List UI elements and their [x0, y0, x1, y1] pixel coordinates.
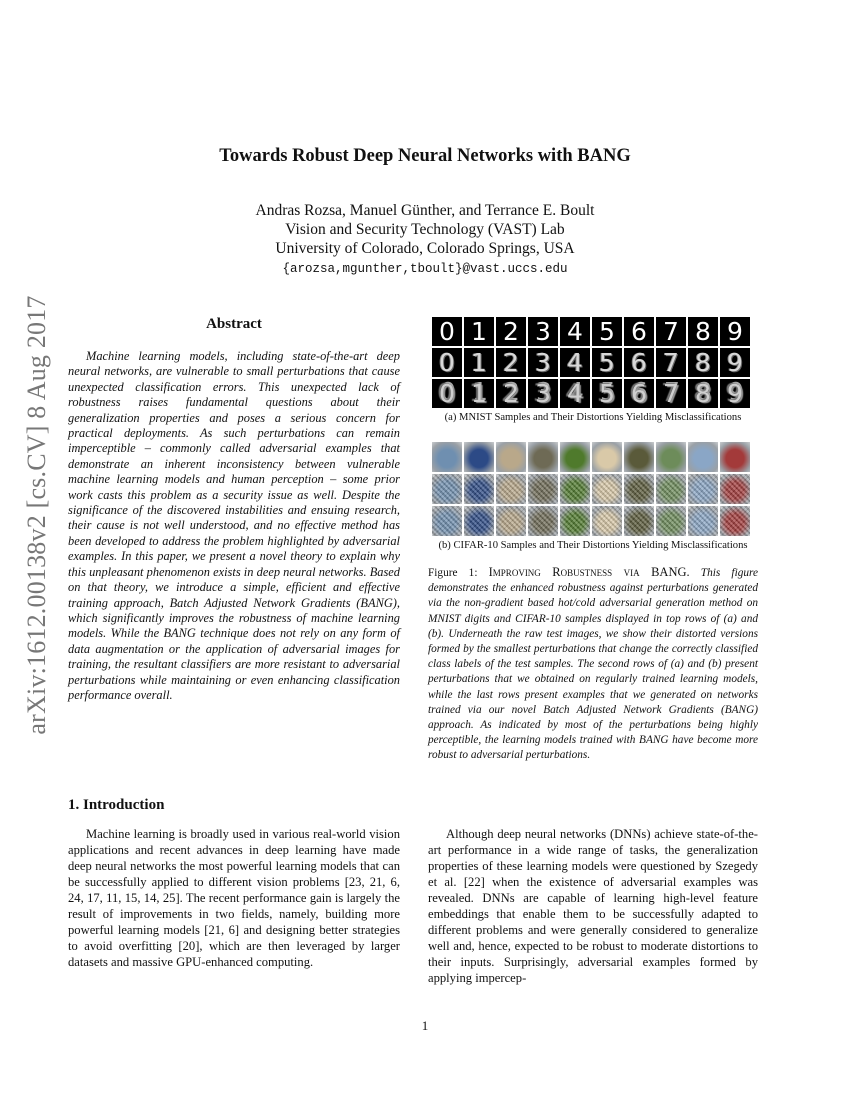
page-number: 1	[421, 1018, 429, 1033]
arxiv-identifier	[12, 290, 62, 740]
abstract-body	[68, 349, 400, 703]
mnist-digit-image: 4	[560, 317, 590, 346]
figure-caption-text: This figure demonstrates the enhanced robustness against perturbations generated via the non-gradient based hot/cold adversarial generation method on MNIST digits and CIFAR-10 samples displayed in top rows of (a) and (b). Underneath the raw test images, we show their distorted versions formed by the smallest perturbations that change the correctly classified class labels of the test samples. The second rows of (a) and (b) present perturbations that we obtained on regularly trained learning models, while the last rows present examples that we generated on networks trained via our novel Batch Adjusted Network Gradients (BANG) approach. As indicated by most of the perturbations being highly perceptible, the learning models trained with BANG have become more robust to adversarial perturbations.	[428, 567, 759, 762]
cifar-sample-image	[720, 474, 750, 504]
intro-right-column	[428, 826, 758, 986]
cifar-sample-image	[528, 442, 558, 472]
intro-left-column	[68, 826, 400, 970]
paper-title: Towards Robust Deep Neural Networks with BANG	[219, 146, 631, 166]
mnist-digit-image: 0	[432, 348, 462, 377]
mnist-digit-image: 8	[688, 317, 718, 346]
mnist-digit-image: 6	[624, 317, 654, 346]
mnist-digit-image: 7	[656, 348, 686, 377]
cifar-sample-image	[432, 506, 462, 536]
cifar-sample-image	[720, 506, 750, 536]
abstract-heading: Abstract	[206, 316, 262, 332]
mnist-digit-image: 1	[464, 317, 494, 346]
mnist-digit-image: 3	[528, 317, 558, 346]
mnist-digit-image: 1	[464, 379, 494, 408]
cifar-image-grid	[432, 442, 754, 536]
subcaption-b: (b) CIFAR-10 Samples and Their Distortions Yielding Misclassifications	[438, 540, 748, 551]
mnist-digit-image: 4	[560, 379, 590, 408]
mnist-digit-image: 8	[688, 379, 718, 408]
mnist-digit-image: 6	[624, 379, 654, 408]
affiliation-university: University of Colorado, Colorado Springs, USA	[275, 240, 575, 257]
abstract-text: Machine learning models, including state-of-the-art deep neural networks, are vulnerable to small perturbations that cause unexpected classification errors. This unexpected lack of robustness raises fundamental questions about their generalization properties and poses a serious concern for practical deployments. As such perturbations can remain imperceptible – commonly called adversarial examples that demonstrate an inherent inconsistency between vulnerable machine learning models and human perception – some prior work casts this problem as a security issue as well. Despite the significance of the discovered instabilities and ensuing research, their cause is not well understood, and no effective method has been developed to address the problem highlighted by adversarial examples. In this paper, we present a novel theory to explain why this unpleasant phenomenon exists in deep neural networks. Based on that theory, we introduce a simple, efficient and effective training approach, Batch Adjusted Network Gradients (BANG), which significantly improves the robustness of machine learning models. While the BANG technique does not rely on any form of data augmentation or the application of adversarial images for training, the resultant classifiers are more resistant to adversarial perturbations while maintaining or even enhancing classification performance overall.	[68, 349, 400, 702]
mnist-digit-image: 2	[496, 348, 526, 377]
section-heading-introduction: 1. Introduction	[68, 797, 165, 813]
cifar-sample-image	[656, 442, 686, 472]
cifar-sample-image	[528, 474, 558, 504]
author-names: Andras Rozsa, Manuel Günther, and Terrance E. Boult	[255, 202, 595, 219]
figure-label: Figure 1:	[428, 567, 489, 579]
mnist-digit-image: 6	[624, 348, 654, 377]
cifar-sample-image	[464, 474, 494, 504]
intro-right-paragraph: Although deep neural networks (DNNs) achieve state-of-the-art performance in a wide range of tasks, the generalization properties of these learning models were questioned by Szegedy et al. [22] when the existence of adversarial examples was revealed. DNNs are capable of learning high-level feature embeddings that enable them to be successfully adapted to different problems and were generally considered to generalize well and, hence, expected to be robust to moderate distortions to their inputs. Surprisingly, adversarial examples formed by applying impercep-	[428, 827, 758, 985]
cifar-sample-image	[560, 442, 590, 472]
cifar-sample-image	[592, 442, 622, 472]
figure-1a	[432, 317, 754, 423]
cifar-sample-image	[656, 506, 686, 536]
figure-1b	[432, 442, 754, 551]
cifar-sample-image	[496, 474, 526, 504]
cifar-sample-image	[464, 442, 494, 472]
mnist-digit-image: 7	[656, 379, 686, 408]
arxiv-id-text: arXiv:1612.00138v2 [cs.CV] 8 Aug 2017	[22, 295, 51, 735]
cifar-sample-image	[432, 442, 462, 472]
cifar-sample-image	[592, 506, 622, 536]
cifar-sample-image	[624, 506, 654, 536]
author-block	[0, 201, 850, 279]
intro-left-paragraph: Machine learning is broadly used in various real-world vision applications and recent advances in deep learning have made deep neural networks the most powerful learning models that can be successfully applied to different vision problems [23, 21, 6, 24, 17, 11, 15, 14, 25]. The recent performance gain is largely the result of improvements in two fields, namely, building more powerful learning models [21, 6] and designing better strategies to avoid overfitting [20], which are then leveraged by larger datasets and massive GPU-enhanced computing.	[68, 827, 400, 969]
mnist-digit-image: 8	[688, 348, 718, 377]
mnist-digit-image: 9	[720, 348, 750, 377]
mnist-digit-image: 0	[432, 379, 462, 408]
cifar-sample-image	[528, 506, 558, 536]
cifar-sample-image	[496, 506, 526, 536]
mnist-digit-image: 5	[592, 348, 622, 377]
subcaption-a: (a) MNIST Samples and Their Distortions Yielding Misclassifications	[444, 412, 742, 423]
cifar-sample-image	[624, 442, 654, 472]
mnist-digit-image: 1	[464, 348, 494, 377]
figure-caption	[428, 565, 758, 764]
mnist-digit-image: 2	[496, 379, 526, 408]
mnist-digit-image: 7	[656, 317, 686, 346]
cifar-sample-image	[656, 474, 686, 504]
mnist-digit-image: 5	[592, 317, 622, 346]
cifar-sample-image	[496, 442, 526, 472]
mnist-digit-image: 4	[560, 348, 590, 377]
cifar-sample-image	[560, 506, 590, 536]
mnist-digit-image: 9	[720, 317, 750, 346]
cifar-sample-image	[464, 506, 494, 536]
mnist-digit-image: 3	[528, 379, 558, 408]
cifar-sample-image	[592, 474, 622, 504]
affiliation-lab: Vision and Security Technology (VAST) Lab	[285, 221, 565, 238]
cifar-sample-image	[688, 442, 718, 472]
mnist-digit-image: 0	[432, 317, 462, 346]
mnist-digit-image: 5	[592, 379, 622, 408]
cifar-sample-image	[720, 442, 750, 472]
cifar-sample-image	[688, 474, 718, 504]
cifar-sample-image	[560, 474, 590, 504]
author-email: {arozsa,mgunther,tboult}@vast.uccs.edu	[282, 262, 568, 276]
mnist-digit-image: 9	[720, 379, 750, 408]
figure-caption-title: Improving Robustness via BANG.	[488, 565, 690, 579]
cifar-sample-image	[688, 506, 718, 536]
mnist-digit-image: 3	[528, 348, 558, 377]
mnist-image-grid	[432, 317, 754, 408]
cifar-sample-image	[624, 474, 654, 504]
cifar-sample-image	[432, 474, 462, 504]
mnist-digit-image: 2	[496, 317, 526, 346]
